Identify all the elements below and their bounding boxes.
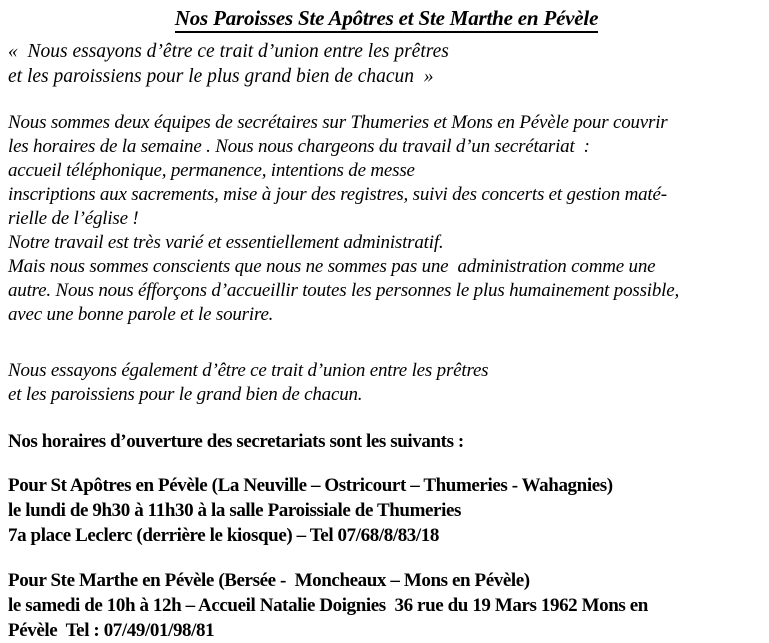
intro-line: les horaires de la semaine . Nous nous chargeons du travail d’un secrétariat : — [8, 136, 590, 157]
section-line: le lundi de 9h30 à 11h30 à la salle Paroissiale de Thumeries — [8, 500, 461, 521]
intro-line: Mais nous sommes conscients que nous ne sommes pas une administration comme une — [8, 256, 656, 277]
hours-heading — [8, 429, 765, 454]
section-ste-marthe — [8, 568, 765, 643]
intro-paragraph — [8, 111, 765, 327]
page-title — [8, 6, 765, 33]
intro-line: inscriptions aux sacrements, mise à jour des registres, suivi des concerts et gestion maté- — [8, 184, 667, 205]
section-line: 7a place Leclerc (derrière le kiosque) – Tel 07/68/8/83/18 — [8, 525, 439, 546]
hours-heading-text: Nos horaires d’ouverture des secretariats sont les suivants : — [8, 431, 464, 452]
opening-quote — [8, 39, 765, 89]
reprise-line: Nous essayons également d’être ce trait d’union entre les prêtres — [8, 360, 489, 381]
intro-line: accueil téléphonique, permanence, intentions de messe — [8, 160, 415, 181]
page-title-text: Nos Paroisses Ste Apôtres et Ste Marthe en Pévèle — [175, 6, 598, 33]
reprise-paragraph — [8, 359, 765, 407]
intro-line: avec une bonne parole et le sourire. — [8, 304, 274, 325]
intro-line: Nous sommes deux équipes de secrétaires sur Thumeries et Mons en Pévèle pour couvrir — [8, 112, 668, 133]
quote-line: et les paroissiens pour le plus grand bien de chacun » — [8, 66, 434, 87]
section-line: Pour Ste Marthe en Pévèle (Bersée - Moncheaux – Mons en Pévèle) — [8, 570, 530, 591]
section-st-apotres — [8, 473, 765, 548]
intro-line: autre. Nous nous éfforçons d’accueillir toutes les personnes le plus humainement possible, — [8, 280, 680, 301]
intro-line: Notre travail est très varié et essentiellement administratif. — [8, 232, 444, 253]
section-line: Pévèle Tel : 07/49/01/98/81 — [8, 620, 215, 641]
section-line: le samedi de 10h à 12h – Accueil Natalie Doignies 36 rue du 19 Mars 1962 Mons en — [8, 595, 648, 616]
quote-line: « Nous essayons d’être ce trait d’union entre les prêtres — [8, 41, 449, 62]
reprise-line: et les paroissiens pour le grand bien de chacun. — [8, 384, 363, 405]
section-line: Pour St Apôtres en Pévèle (La Neuville – Ostricourt – Thumeries - Wahagnies) — [8, 475, 613, 496]
intro-line: rielle de l’église ! — [8, 208, 139, 229]
